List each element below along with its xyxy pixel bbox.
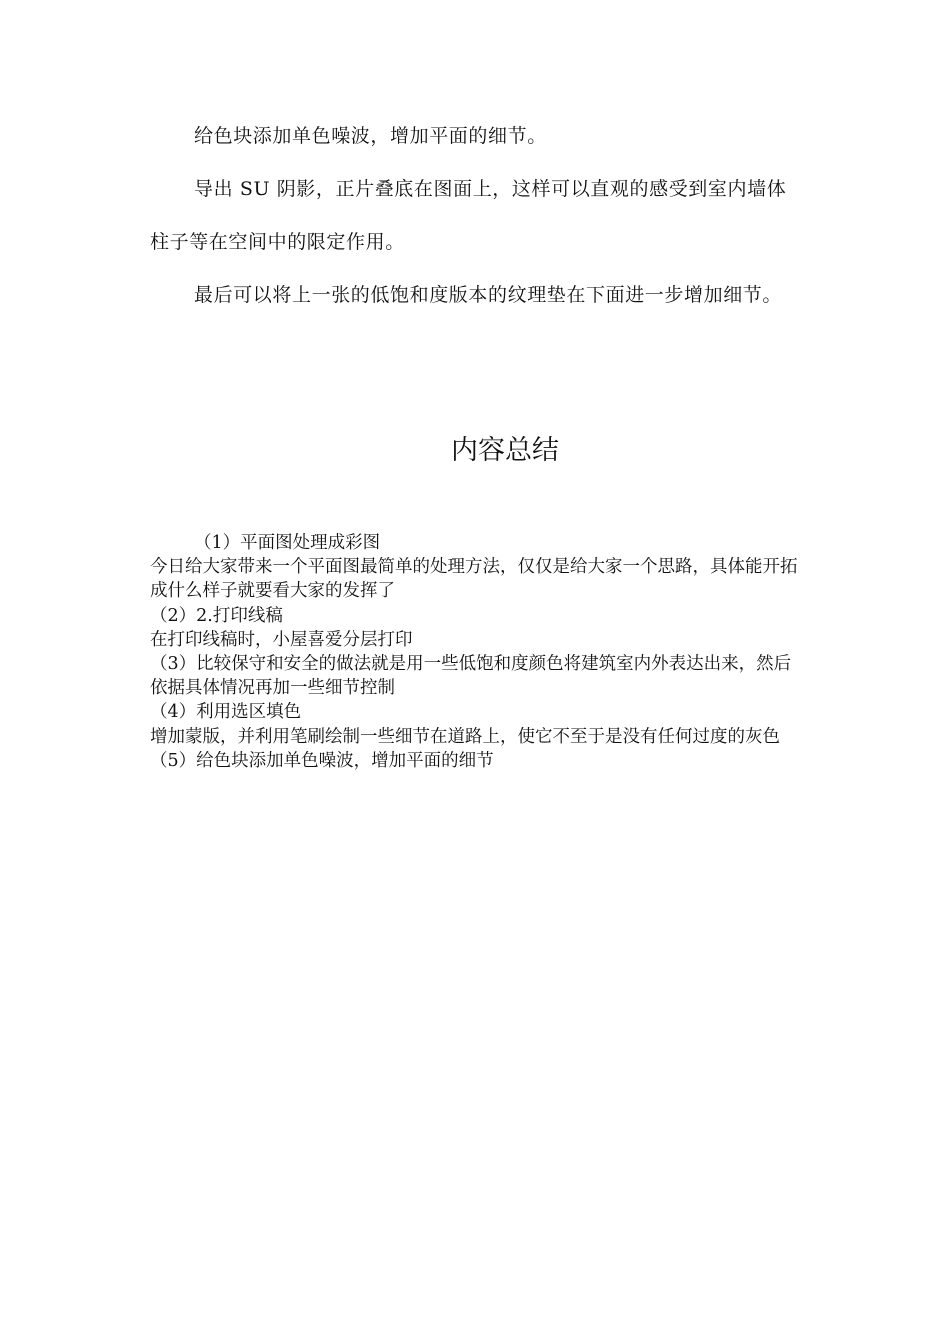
summary-list (150, 531, 800, 773)
summary-text-4: 增加蒙版，并利用笔刷绘制一些细节在道路上，使它不至于是没有任何过度的灰色 (150, 726, 780, 747)
paragraph-texture: 最后可以将上一张的低饱和度版本的纹理垫在下面进一步增加细节。 (194, 284, 783, 306)
summary-title: 内容总结 (451, 435, 559, 466)
paragraph-noise: 给色块添加单色噪波，增加平面的细节。 (194, 125, 547, 147)
summary-text-2: 在打印线稿时，小屋喜爱分层打印 (150, 629, 413, 650)
summary-text-1: 今日给大家带来一个平面图最简单的处理方法，仅仅是给大家一个思路，具体能开拓成什么样子就要看大家的发挥了 (150, 557, 798, 602)
summary-heading-5: （5）给色块添加单色噪波，增加平面的细节 (150, 750, 494, 771)
summary-heading-4: （4）利用选区填色 (150, 702, 302, 723)
summary-heading-2: （2）2.打印线稿 (150, 605, 283, 626)
summary-heading-3: （3）比较保守和安全的做法就是用一些低饱和度颜色将建筑室内外表达出来，然后依据具体情况再加一些细节控制 (150, 654, 792, 699)
summary-heading-1: （1）平面图处理成彩图 (194, 533, 381, 553)
paragraph-su-shadow: 导出 SU 阴影，正片叠底在图面上，这样可以直观的感受到室内墙体柱子等在空间中的限定作用。 (150, 178, 787, 253)
